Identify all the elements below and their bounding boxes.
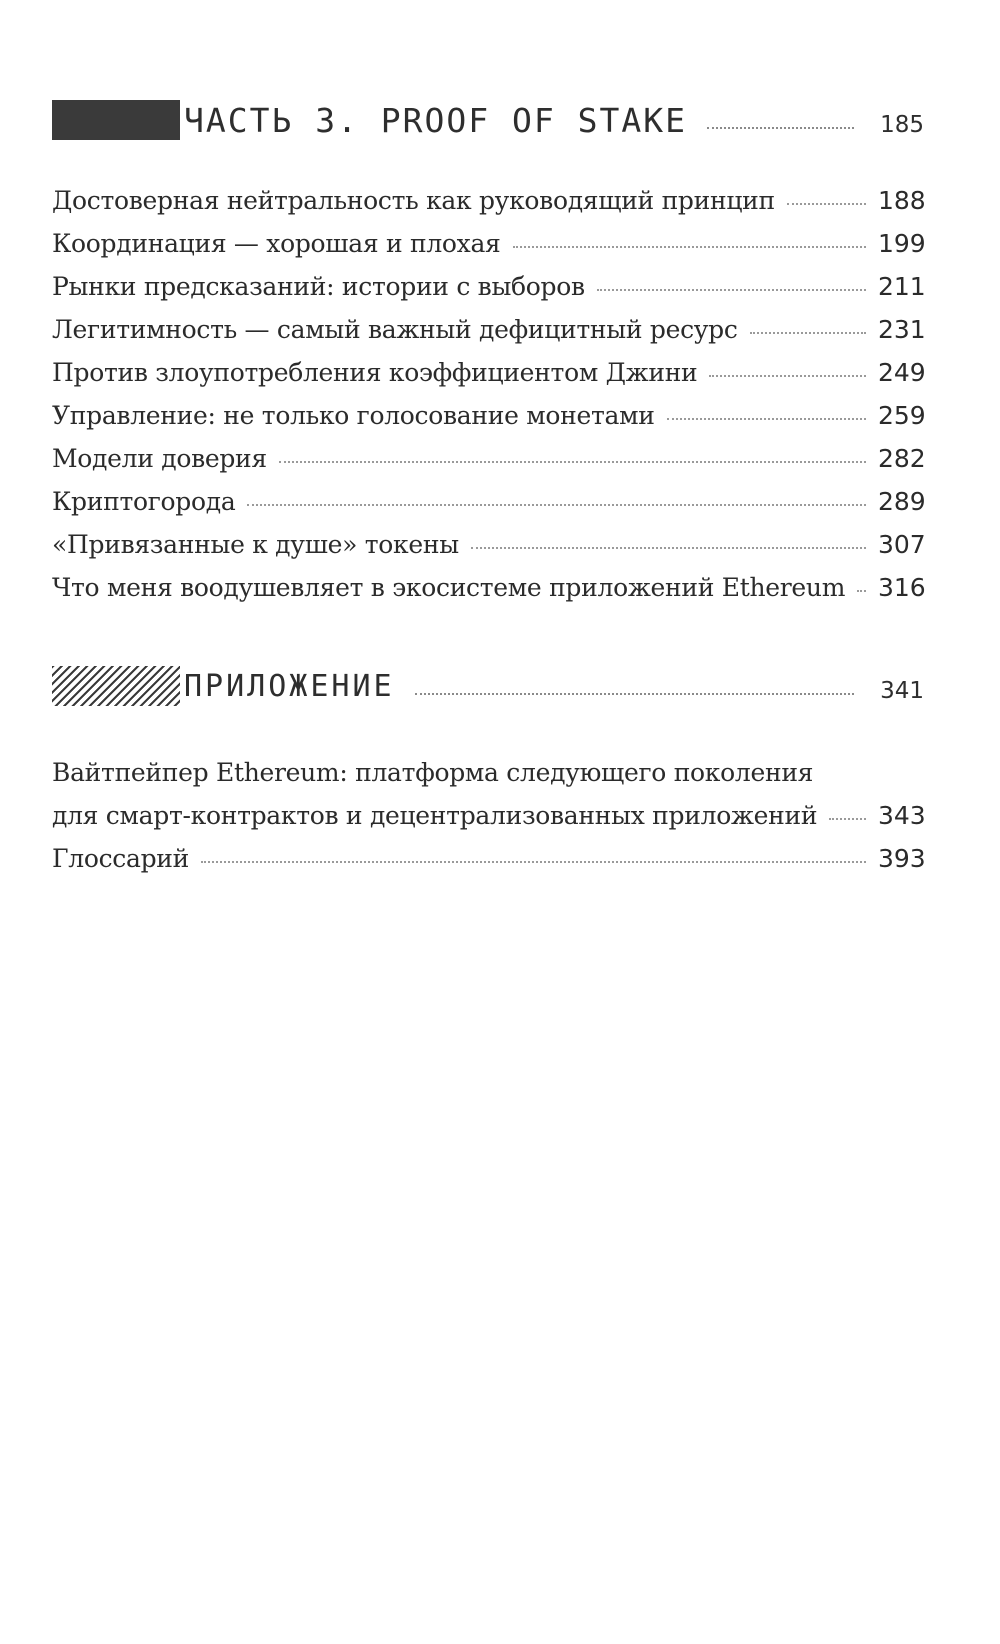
toc-entry[interactable] xyxy=(52,444,924,487)
toc-entry-title: Криптогорода xyxy=(52,487,236,516)
toc-entry[interactable] xyxy=(52,229,924,272)
toc-entry-title-line2: для смарт-контрактов и децентрализованных приложений xyxy=(52,801,818,830)
dot-leader xyxy=(750,332,866,334)
toc-entry[interactable] xyxy=(52,530,924,573)
toc-entry-title: Координация — хорошая и плохая xyxy=(52,229,501,258)
toc-entry-title: Модели доверия xyxy=(52,444,267,473)
toc-entry-page: 199 xyxy=(878,229,926,258)
toc-entry-title: «Привязанные к душе» токены xyxy=(52,530,459,559)
dot-leader xyxy=(597,289,866,291)
toc-entry[interactable] xyxy=(52,801,924,844)
part3-title: ЧАСТЬ 3. PROOF OF STAKE xyxy=(184,100,687,140)
toc-entry-title-line1[interactable]: Вайтпейпер Ethereum: платформа следующего поколения xyxy=(52,758,814,787)
toc-entry-title: Что меня воодушевляет в экосистеме приложений Ethereum xyxy=(52,573,846,602)
toc-entry-page: 307 xyxy=(878,530,926,559)
dot-leader xyxy=(709,375,866,377)
toc-entry-page: 231 xyxy=(878,315,926,344)
dot-leader xyxy=(415,693,854,695)
part3-entries xyxy=(52,186,924,616)
toc-entry-page: 211 xyxy=(878,272,926,301)
dot-leader xyxy=(707,127,854,129)
dot-leader xyxy=(787,203,866,205)
toc-entry[interactable] xyxy=(52,315,924,358)
appendix-header xyxy=(52,664,924,708)
toc-entry-title: Управление: не только голосование монетами xyxy=(52,401,655,430)
toc-entry-page: 259 xyxy=(878,401,926,430)
toc-entry[interactable] xyxy=(52,358,924,401)
dot-leader xyxy=(667,418,866,420)
dot-leader xyxy=(201,861,866,863)
part-marker-solid xyxy=(52,100,180,140)
toc-entry-page: 282 xyxy=(878,444,926,473)
appendix-page-number: 341 xyxy=(880,678,924,704)
dot-leader xyxy=(513,246,866,248)
toc-entry-title: Достоверная нейтральность как руководящий принцип xyxy=(52,186,775,215)
toc-entry[interactable] xyxy=(52,573,924,616)
toc-entry[interactable] xyxy=(52,186,924,229)
toc-entry-page: 289 xyxy=(878,487,926,516)
toc-entry-page: 316 xyxy=(878,573,926,602)
part3-page-number: 185 xyxy=(880,112,924,138)
dot-leader xyxy=(247,504,866,506)
toc-entry-page: 188 xyxy=(878,186,926,215)
dot-leader xyxy=(829,818,866,820)
toc-entry[interactable] xyxy=(52,844,924,887)
appendix-entries xyxy=(52,758,924,887)
dot-leader xyxy=(279,461,866,463)
toc-entry-title: Рынки предсказаний: истории с выборов xyxy=(52,272,585,301)
dot-leader xyxy=(471,547,866,549)
toc-entry-page: 393 xyxy=(878,844,926,873)
toc-entry[interactable] xyxy=(52,272,924,315)
toc-entry-page: 249 xyxy=(878,358,926,387)
toc-entry[interactable] xyxy=(52,401,924,444)
toc-entry-page: 343 xyxy=(878,801,926,830)
part-marker-hatched xyxy=(52,666,180,706)
toc-entry[interactable] xyxy=(52,487,924,530)
toc-entry-title: Против злоупотребления коэффициентом Джини xyxy=(52,358,698,387)
toc-entry-title: Легитимность — самый важный дефицитный ресурс xyxy=(52,315,738,344)
appendix-title: ПРИЛОЖЕНИЕ xyxy=(184,668,395,704)
part3-header xyxy=(52,98,924,142)
toc-entry-title: Глоссарий xyxy=(52,844,190,873)
dot-leader xyxy=(857,590,866,592)
